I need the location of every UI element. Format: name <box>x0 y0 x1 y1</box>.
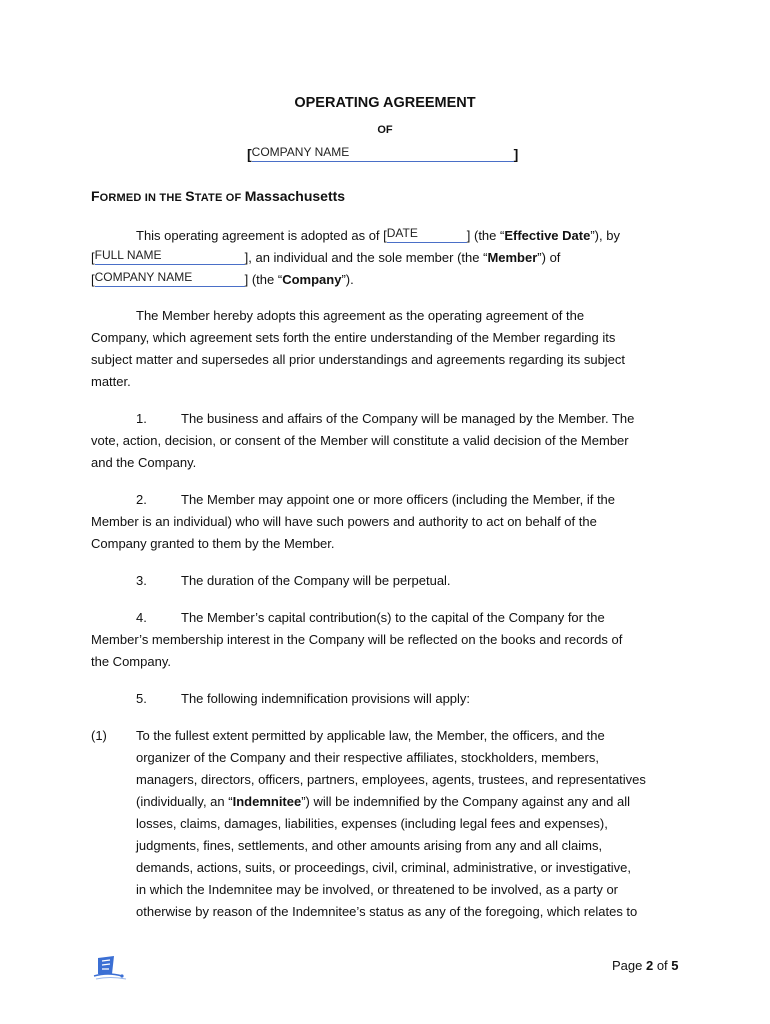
item-text: vote, action, decision, or consent of the Member will constitute a valid decision of the Member <box>91 433 629 448</box>
company-name-field[interactable]: COMPANY NAME <box>252 147 514 162</box>
member-para-line: The Member hereby adopts this agreement as the operating agreement of the <box>136 308 585 323</box>
state-name: Massachusetts <box>244 188 346 204</box>
member-para-line: matter. <box>91 374 131 389</box>
item-number: 4. <box>136 610 147 625</box>
item-number: 1. <box>136 411 147 426</box>
intro-line-3: [COMPANY NAME ] (the “Company”). <box>91 270 354 287</box>
company-name-line: [COMPANY NAME ] <box>247 145 519 162</box>
subitem-text: in which the Indemnitee may be involved, or threatened to be involved, as a party or <box>136 882 619 897</box>
item-text: The duration of the Company will be perpetual. <box>181 573 451 588</box>
subitem-text: organizer of the Company and their respective affiliates, stockholders, members, <box>136 750 599 765</box>
item-text: and the Company. <box>91 455 197 470</box>
item-text: The business and affairs of the Company will be managed by the Member. The <box>181 411 635 426</box>
page-number: Page 2 of 5 <box>612 958 679 973</box>
item-text: the Company. <box>91 654 171 669</box>
item-number: 5. <box>136 691 147 706</box>
subitem-text: managers, directors, officers, partners, employees, agents, trustees, and representatives <box>136 772 646 787</box>
item-text: Member’s membership interest in the Company will be reflected on the books and records of <box>91 632 623 647</box>
document-subtitle-of: OF <box>377 124 393 136</box>
logo-icon <box>92 952 132 982</box>
subitem-number: (1) <box>91 728 107 743</box>
item-text: The Member may appoint one or more officers (including the Member, if the <box>181 492 616 507</box>
document-title: OPERATING AGREEMENT <box>294 95 476 111</box>
item-text: The following indemnification provisions will apply: <box>181 691 471 706</box>
subitem-text: losses, claims, damages, liabilities, expenses (including legal fees and expenses), <box>136 816 608 831</box>
date-field[interactable]: DATE <box>387 228 467 243</box>
subitem-text: otherwise by reason of the Indemnitee’s status as any of the foregoing, which relates to <box>136 904 638 919</box>
item-number: 3. <box>136 573 147 588</box>
intro-line-2: [FULL NAME ], an individual and the sole member (the “Member”) of <box>91 248 561 265</box>
subitem-text: (individually, an “Indemnitee”) will be indemnified by the Company against any and all <box>136 794 631 809</box>
intro-line-1: This operating agreement is adopted as of [DATE ] (the “Effective Date”), by <box>136 226 620 243</box>
subitem-text: judgments, fines, settlements, and other amounts arising from any and all claims, <box>136 838 603 853</box>
member-para-line: subject matter and supersedes all prior understandings and agreements regarding its subject <box>91 352 626 367</box>
subitem-text: demands, actions, suits, or proceedings, civil, criminal, administrative, or investigative, <box>136 860 631 875</box>
full-name-field[interactable]: FULL NAME <box>95 250 245 265</box>
item-text: Member is an individual) who will have such powers and authority to act on behalf of the <box>91 514 597 529</box>
item-number: 2. <box>136 492 147 507</box>
item-text: Company granted to them by the Member. <box>91 536 335 551</box>
member-para-line: Company, which agreement sets forth the entire understanding of the Member regarding its <box>91 330 616 345</box>
subitem-text: To the fullest extent permitted by applicable law, the Member, the officers, and the <box>136 728 605 743</box>
formed-in-state-heading: FORMED IN THE STATE OF Massachusetts <box>91 188 346 204</box>
item-text: The Member’s capital contribution(s) to the capital of the Company for the <box>181 610 605 625</box>
company-name-field-2[interactable]: COMPANY NAME <box>95 272 245 287</box>
